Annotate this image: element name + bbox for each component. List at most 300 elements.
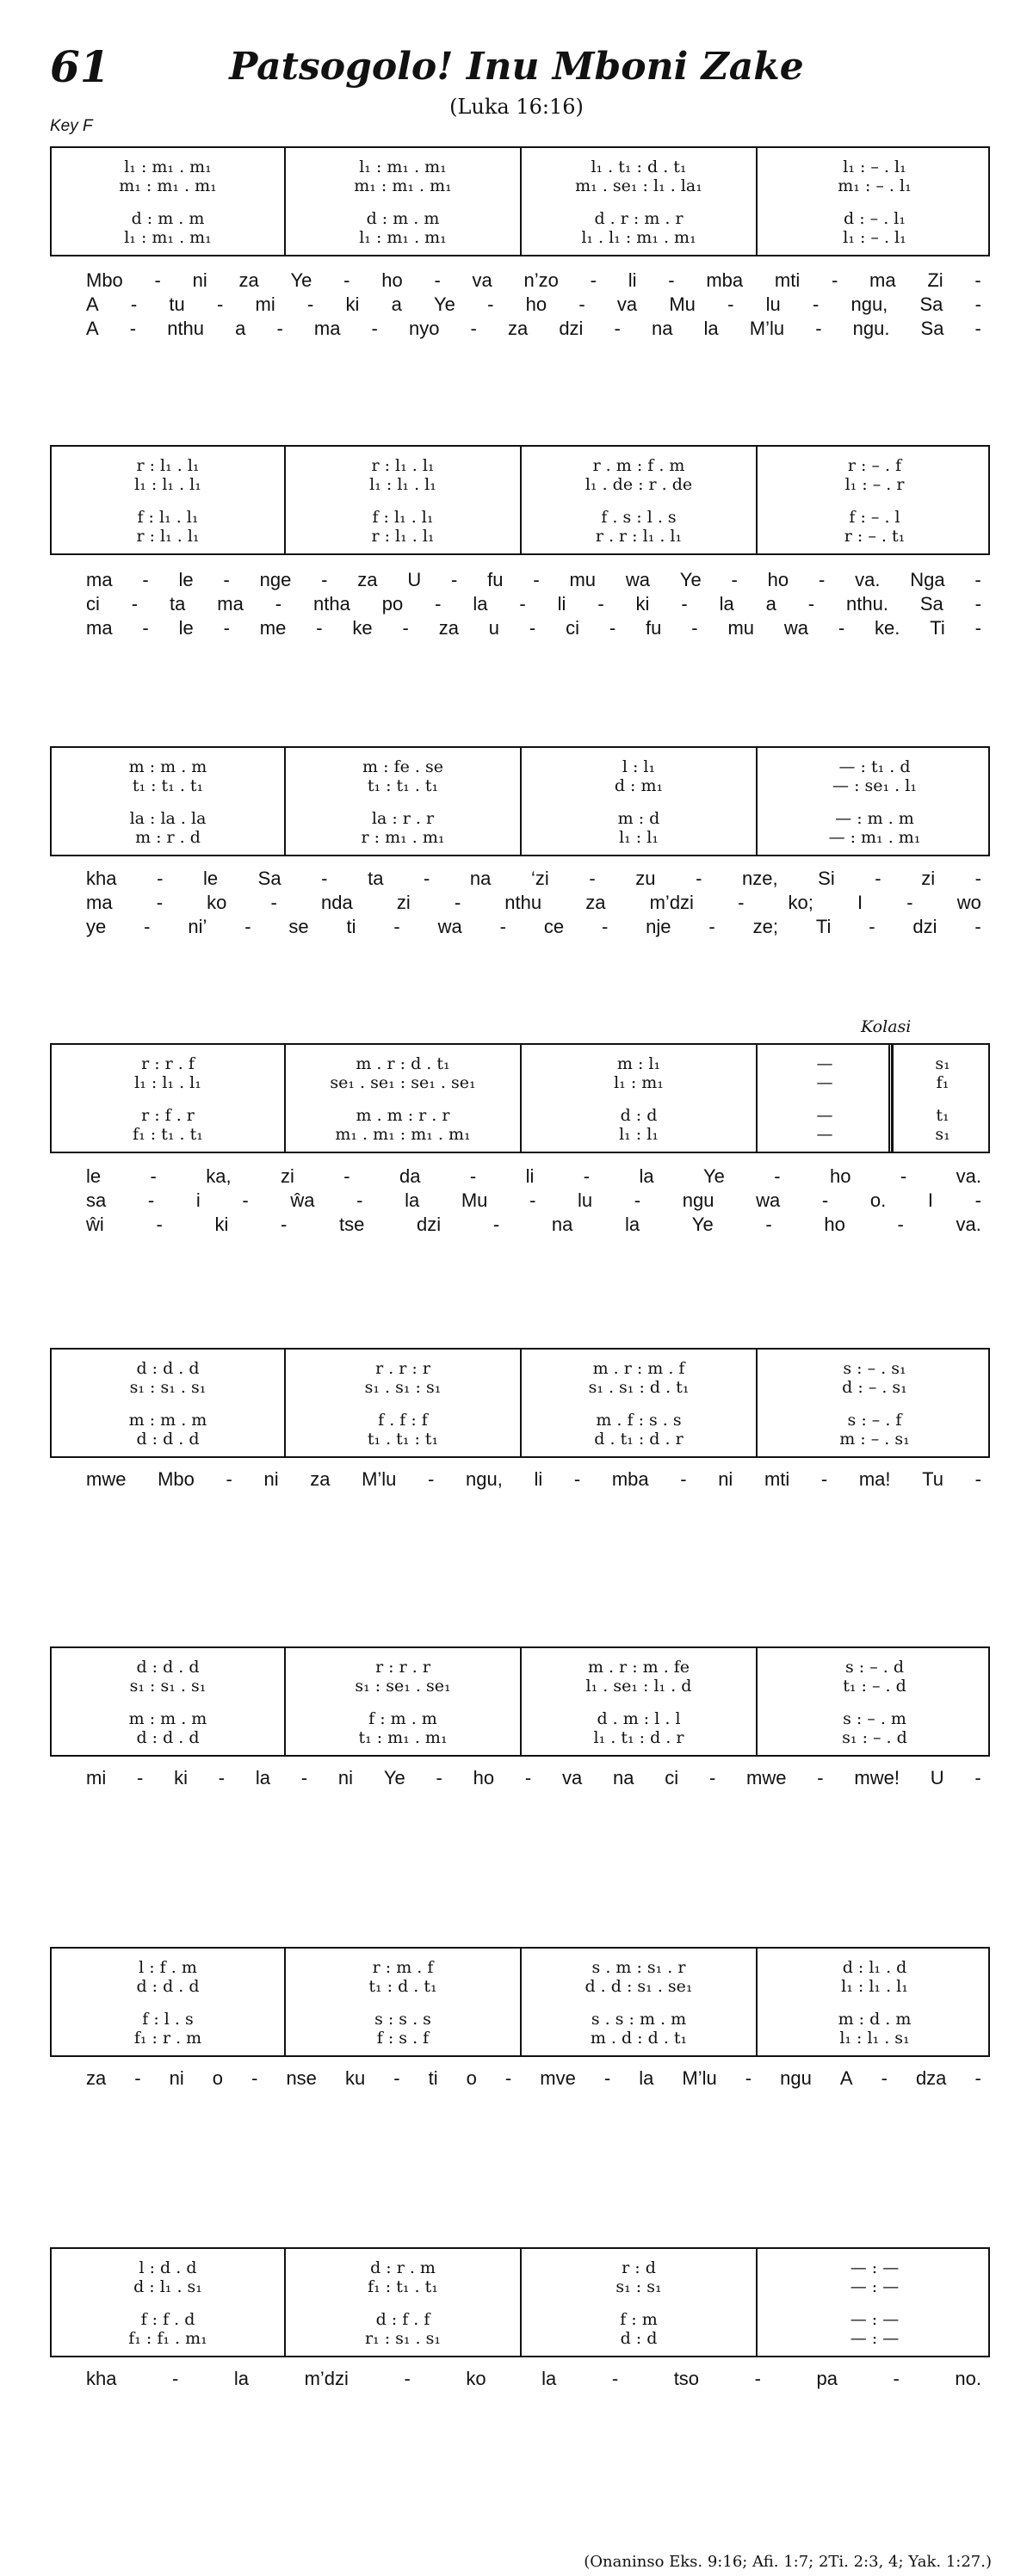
alto-part: s₁ . s₁ : d . t₁ [588, 1378, 690, 1397]
alto-part: s₁ . s₁ : s₁ [364, 1378, 442, 1397]
lyric-syllable: - [708, 916, 715, 937]
lyric-syllable: A [86, 318, 99, 339]
soprano-part: r . r : r [375, 1359, 430, 1378]
lyric-syllable: - [974, 569, 981, 590]
lyric-syllable: - [321, 569, 328, 590]
lyric-syllable: - [974, 1767, 981, 1788]
bass-part: d : d . d [136, 1728, 200, 1747]
lyric-syllable: o [212, 2067, 224, 2089]
bass-part: m₁ . m₁ : m₁ . m₁ [335, 1125, 471, 1144]
tenor-part: r : f . r [141, 1106, 195, 1125]
lyric-syllable: kha [86, 2368, 117, 2389]
tenor-part: — [816, 1106, 833, 1125]
lyric-syllable: - [157, 868, 164, 889]
bass-part: — [816, 1125, 833, 1144]
soprano-part: m . r : m . fe [587, 1658, 690, 1677]
measure [284, 748, 520, 855]
lyric-syllable: va. [956, 1165, 981, 1187]
lyric-syllable: Sa [920, 318, 944, 339]
lyric-syllable: la [473, 593, 488, 615]
lyric-syllable: - [402, 617, 409, 639]
lyric-syllable: - [216, 293, 224, 315]
lyric-syllable: - [807, 593, 815, 615]
lyric-syllable: Zi [927, 269, 943, 291]
bass-part: r : – . t₁ [844, 527, 906, 546]
lyric-syllable: za [357, 569, 378, 590]
sol-fa-staff [50, 1043, 990, 1153]
lyric-syllable: ko [466, 2368, 486, 2389]
lyric-line-verse-1 [50, 2066, 990, 2091]
tenor-part: d : f . f [375, 2310, 430, 2329]
tenor-part: d : m . m [366, 209, 440, 228]
tenor-part: la : la . la [129, 809, 207, 828]
lyric-syllable: Mu [669, 293, 696, 315]
lyric-syllable: ze; [752, 916, 778, 937]
sol-fa-staff [50, 146, 990, 256]
measure [520, 1350, 756, 1456]
lyric-syllable: la [255, 1767, 271, 1788]
lyric-syllable: - [519, 593, 526, 615]
lyric-syllable: lu [765, 293, 781, 315]
lyric-line-verse-1 [50, 1766, 990, 1790]
lyric-syllable: ma [217, 593, 244, 615]
lyric-syllable: za [310, 1468, 331, 1490]
tenor-part: f . f : f [378, 1411, 428, 1430]
lyric-syllable: kha [86, 868, 117, 889]
lyric-syllable: - [609, 617, 616, 639]
soprano-part: — : — [850, 2258, 900, 2277]
lyric-syllable: ngu. [852, 318, 890, 339]
measure [284, 2249, 520, 2356]
lyric-syllable: ‘zi [530, 868, 549, 889]
lyric-syllable: - [424, 868, 430, 889]
lyric-syllable: ti [428, 2067, 438, 2089]
lyric-syllable: mwe [86, 1468, 127, 1490]
lyric-syllable: - [893, 2368, 900, 2389]
lyric-syllable: ma [313, 318, 341, 339]
tenor-part: f : f . d [140, 2310, 195, 2329]
lyric-syllable: wo [956, 892, 981, 913]
lyric-syllable: ho [525, 293, 547, 315]
lyric-syllable: la [639, 2067, 654, 2089]
measure [52, 748, 284, 855]
lyric-syllable: - [129, 318, 137, 339]
cross-references: (Onaninso Eks. 9:16; Afi. 1:7; 2Ti. 2:3, 4; Yak. 1:27.) [584, 2553, 992, 2571]
lyric-syllable: - [130, 293, 138, 315]
lyric-syllable: ni [169, 2067, 184, 2089]
lyric-syllable: la [405, 1189, 420, 1211]
lyric-syllable: - [974, 269, 981, 291]
lyric-syllable: nthu. [846, 593, 888, 615]
lyric-syllable: - [869, 916, 875, 937]
lyric-syllable: Sa [257, 868, 281, 889]
measure [520, 1045, 756, 1152]
tenor-part: d : m . m [131, 209, 205, 228]
lyric-line-verse-1 [50, 568, 990, 592]
measure [520, 2249, 756, 2356]
alto-part: m₁ : m₁ . m₁ [119, 176, 217, 195]
lyric-syllable: u [488, 617, 500, 639]
lyric-syllable: - [435, 593, 442, 615]
lyric-line-verse-2 [50, 592, 990, 616]
lyric-syllable: la [233, 2368, 250, 2389]
lyric-syllable: - [875, 868, 881, 889]
lyric-syllable: se [288, 916, 309, 937]
soprano-part: d : l₁ . d [842, 1958, 907, 1977]
lyric-syllable: - [251, 2067, 258, 2089]
chorus-label: Kolasi [861, 1017, 912, 1036]
lyric-syllable: U [407, 569, 422, 590]
lyric-syllable: ntha [313, 593, 350, 615]
lyric-syllable: na [651, 318, 673, 339]
lyric-syllable: m’dzi [304, 2368, 349, 2389]
lyric-syllable: M’lu [362, 1468, 397, 1490]
lyric-syllable: - [137, 1767, 144, 1788]
tenor-part: m : m . m [128, 1411, 207, 1430]
lyric-syllable: - [831, 269, 838, 291]
tenor-part: m . m : r . r [356, 1106, 450, 1125]
alto-part: d : – . s₁ [842, 1378, 907, 1397]
lyric-syllable: - [974, 1189, 981, 1211]
lyric-syllable: mwe [746, 1767, 787, 1788]
lyric-syllable: ni [263, 1468, 279, 1490]
measure [520, 1949, 756, 2055]
tenor-part: m . f : s . s [596, 1411, 682, 1430]
soprano-part: m : l₁ [616, 1054, 661, 1073]
lyric-syllable: ki [174, 1767, 188, 1788]
lyric-syllable: Ye [383, 1767, 405, 1788]
lyric-syllable: wa [625, 569, 650, 590]
tenor-part: d . r : m . r [594, 209, 684, 228]
alto-part: t₁ : d . t₁ [368, 1977, 437, 1996]
lyric-line-verse-3 [50, 317, 990, 341]
lyric-syllable: dzi [912, 916, 937, 937]
lyric-syllable: - [754, 2368, 761, 2389]
tenor-part: m : d [617, 809, 660, 828]
lyric-syllable: n’zo [523, 269, 559, 291]
lyric-syllable: I [927, 1189, 933, 1211]
lyric-syllable: va. [855, 569, 881, 590]
lyric-syllable: nthu [504, 892, 542, 913]
lyric-syllable: zu [635, 868, 656, 889]
measure [52, 447, 284, 553]
lyric-syllable: Mbo [86, 269, 123, 291]
lyric-syllable: - [154, 269, 161, 291]
lyric-syllable: - [614, 318, 621, 339]
lyric-syllable: ce [543, 916, 565, 937]
lyric-syllable: mwe! [854, 1767, 900, 1788]
lyric-syllable: - [820, 1468, 828, 1490]
lyric-syllable: ho [381, 269, 403, 291]
lyric-syllable: - [428, 1468, 435, 1490]
lyric-syllable: tso [673, 2368, 700, 2389]
soprano-part: r : r . r [375, 1658, 430, 1677]
lyric-syllable: zi [396, 892, 411, 913]
tenor-part: s . s : m . m [591, 2010, 687, 2029]
lyric-syllable: ma! [858, 1468, 891, 1490]
alto-part: d : l₁ . s₁ [133, 2277, 202, 2296]
bass-part: r₁ : s₁ . s₁ [364, 2329, 442, 2348]
soprano-part: r : d [622, 2258, 656, 2277]
lyric-syllable: le [178, 569, 194, 590]
alto-part: l₁ : l₁ . l₁ [134, 1073, 201, 1092]
measure [520, 748, 756, 855]
alto-part: t₁ : t₁ . t₁ [132, 776, 204, 795]
alto-part: f₁ [936, 1073, 949, 1092]
lyric-syllable: - [611, 2368, 619, 2389]
alto-part: — : se₁ . l₁ [832, 776, 917, 795]
lyric-syllable: nje [646, 916, 671, 937]
lyric-syllable: Sa [919, 593, 943, 615]
soprano-part: m : fe . se [362, 757, 443, 776]
lyric-syllable: - [774, 1165, 781, 1187]
lyric-syllable: nse [286, 2067, 317, 2089]
lyric-line-verse-2 [50, 1189, 990, 1213]
measure [52, 1350, 284, 1456]
lyric-syllable: va [472, 269, 492, 291]
lyric-syllable: ma [86, 569, 113, 590]
measure [52, 1045, 284, 1152]
measure [756, 1648, 992, 1755]
lyric-syllable: m’dzi [649, 892, 694, 913]
lyric-line-verse-1 [50, 2367, 990, 2391]
lyric-syllable: - [156, 892, 164, 913]
scripture-reference: (Luka 16:16) [449, 95, 584, 119]
lyric-syllable: Ti [815, 916, 832, 937]
lyric-syllable: tse [339, 1214, 365, 1235]
alto-part: s₁ : se₁ . se₁ [355, 1677, 451, 1696]
tenor-part: f : l₁ . l₁ [372, 508, 434, 527]
tenor-part: t₁ [936, 1106, 949, 1125]
lyric-syllable: ŵa [290, 1189, 315, 1211]
lyric-syllable: na [469, 868, 492, 889]
hymn-number: 61 [50, 41, 110, 92]
lyric-syllable: - [900, 1165, 907, 1187]
lyric-line-verse-1 [50, 269, 990, 293]
lyric-syllable: le [86, 1165, 102, 1187]
lyric-syllable: la [639, 1165, 654, 1187]
sol-fa-staff [50, 746, 990, 856]
lyric-syllable: Ti [930, 617, 945, 639]
lyric-syllable: - [343, 1165, 350, 1187]
tenor-part: — : m . m [835, 809, 914, 828]
lyric-syllable: - [578, 293, 585, 315]
lyric-syllable: fu [487, 569, 504, 590]
measure [756, 1350, 992, 1456]
lyric-syllable: - [147, 1189, 155, 1211]
soprano-part: d : d . d [136, 1658, 200, 1677]
tenor-part: m : d . m [838, 2010, 912, 2029]
lyric-syllable: li [628, 269, 637, 291]
soprano-part: r : m . f [372, 1958, 434, 1977]
lyric-syllable: ma [86, 892, 113, 913]
measure [756, 447, 992, 553]
lyric-syllable: ci [566, 617, 579, 639]
lyric-syllable: mu [569, 569, 597, 590]
soprano-part: m . r : d . t₁ [356, 1054, 450, 1073]
lyric-syllable: ho [473, 1767, 495, 1788]
tenor-part: f : – . l [849, 508, 900, 527]
lyric-syllable: ko [207, 892, 227, 913]
lyric-syllable: - [821, 1189, 829, 1211]
lyric-syllable: le [202, 868, 219, 889]
alto-part: s₁ : s₁ . s₁ [129, 1378, 207, 1397]
tenor-part: d . m : l . l [597, 1709, 681, 1728]
lyric-syllable: ku [344, 2067, 366, 2089]
lyric-syllable: Ye [434, 293, 455, 315]
alto-part: d : d . d [136, 1977, 200, 1996]
lyric-syllable: ki [345, 293, 360, 315]
lyric-syllable: li [557, 593, 566, 615]
measure [284, 1949, 520, 2055]
bass-part: l₁ . t₁ : d . r [593, 1728, 684, 1747]
lyric-syllable: ni’ [188, 916, 207, 937]
lyric-line-verse-3 [50, 616, 990, 640]
measure [284, 447, 520, 553]
bass-part: r : l₁ . l₁ [371, 527, 435, 546]
alto-part: m₁ : m₁ . m₁ [354, 176, 452, 195]
lyric-syllable: mba [706, 269, 744, 291]
lyric-syllable: - [144, 916, 151, 937]
bass-part: d . t₁ : d . r [594, 1430, 684, 1449]
lyric-syllable: - [974, 1468, 981, 1490]
measure [284, 1648, 520, 1755]
lyric-syllable: - [316, 617, 323, 639]
lyric-syllable: la [541, 2368, 557, 2389]
lyric-syllable: dza [915, 2067, 947, 2089]
lyric-syllable: - [343, 269, 350, 291]
lyric-syllable: tu [169, 293, 185, 315]
bass-part: d : d . d [136, 1430, 200, 1449]
alto-part: m₁ . se₁ : l₁ . la₁ [575, 176, 702, 195]
measure [756, 1949, 992, 2055]
lyric-syllable: lu [578, 1189, 593, 1211]
chorus-double-bar [888, 1045, 893, 1152]
alto-part: t₁ : t₁ . t₁ [367, 776, 439, 795]
lyric-syllable: za [585, 892, 606, 913]
lyric-syllable: ngu [780, 2067, 812, 2089]
lyric-syllable: po [381, 593, 404, 615]
lyric-syllable: - [583, 1165, 591, 1187]
lyric-syllable: mi [86, 1767, 107, 1788]
lyric-syllable: A [839, 2067, 853, 2089]
lyric-line-verse-1 [50, 1467, 990, 1492]
lyric-syllable: la [719, 593, 734, 615]
lyric-syllable: - [223, 617, 230, 639]
lyric-syllable: - [492, 1214, 500, 1235]
lyric-syllable: li [534, 1468, 543, 1490]
lyric-syllable: nze, [741, 868, 778, 889]
soprano-part: r : r . f [141, 1054, 195, 1073]
bass-part: l₁ : – . l₁ [843, 228, 906, 247]
lyric-syllable: - [589, 868, 596, 889]
measure [52, 2249, 284, 2356]
lyric-syllable: - [817, 1767, 824, 1788]
bass-part: — : — [850, 2329, 900, 2348]
tenor-part: f . s : l . s [601, 508, 677, 527]
lyric-syllable: - [470, 318, 477, 339]
lyric-syllable: - [404, 2368, 411, 2389]
tenor-part: — : — [850, 2310, 900, 2329]
lyric-syllable: A [86, 293, 99, 315]
lyric-syllable: Nga [910, 569, 945, 590]
lyric-syllable: - [765, 1214, 772, 1235]
lyric-syllable: zi [280, 1165, 294, 1187]
lyric-syllable: - [708, 1767, 716, 1788]
lyric-syllable: - [691, 617, 698, 639]
lyric-syllable: ci [86, 593, 100, 615]
soprano-part: r : l₁ . l₁ [136, 456, 200, 475]
lyric-syllable: I [857, 892, 863, 913]
tenor-part: s : s . s [374, 2010, 431, 2029]
measure [520, 1648, 756, 1755]
lyric-syllable: Mbo [158, 1468, 195, 1490]
bass-part: r : m₁ . m₁ [361, 828, 445, 847]
lyric-syllable: - [242, 1189, 249, 1211]
lyric-syllable: - [131, 593, 139, 615]
soprano-part: m : m . m [128, 757, 207, 776]
lyric-syllable: - [393, 2067, 400, 2089]
bass-part: l₁ : m₁ . m₁ [124, 228, 212, 247]
alto-part: s₁ : s₁ [615, 2277, 662, 2296]
alto-part: se₁ . se₁ : se₁ . se₁ [330, 1073, 476, 1092]
lyric-syllable: ŵi [86, 1214, 104, 1235]
soprano-part: r . m : f . m [592, 456, 685, 475]
lyric-syllable: - [499, 916, 506, 937]
lyric-syllable: la [703, 318, 719, 339]
lyric-syllable: Ye [679, 569, 702, 590]
lyric-syllable: pa [816, 2368, 838, 2389]
lyric-syllable: Ye [290, 269, 312, 291]
lyric-syllable: za [507, 318, 529, 339]
measure [284, 1350, 520, 1456]
bass-part: l₁ . l₁ : m₁ . m₁ [581, 228, 696, 247]
lyric-syllable: ma [86, 617, 113, 639]
lyric-syllable: - [601, 916, 609, 937]
lyric-syllable: - [134, 2067, 141, 2089]
tenor-part: f : m . m [368, 1709, 437, 1728]
tenor-part: f : l₁ . l₁ [137, 508, 199, 527]
lyric-syllable: - [603, 2067, 611, 2089]
bass-part: s₁ : – . d [842, 1728, 907, 1747]
lyric-syllable: wa [783, 617, 808, 639]
lyric-syllable: dzi [559, 318, 584, 339]
bass-part: t₁ . t₁ : t₁ [367, 1430, 439, 1449]
measure [756, 1045, 892, 1152]
lyric-syllable: ke. [875, 617, 900, 639]
lyric-syllable: li [525, 1165, 535, 1187]
bass-part: f₁ : r . m [133, 2029, 202, 2048]
bass-part: r . r : l₁ . l₁ [595, 527, 683, 546]
lyric-syllable: - [974, 2067, 981, 2089]
lyric-syllable: za [238, 269, 259, 291]
tenor-part: s : – . m [843, 1709, 906, 1728]
lyric-syllable: - [275, 593, 282, 615]
lyric-syllable: - [881, 2067, 888, 2089]
alto-part: f₁ : t₁ . t₁ [368, 2277, 438, 2296]
lyric-syllable: ta [368, 868, 384, 889]
lyric-syllable: dzi [417, 1214, 442, 1235]
lyric-syllable: fu [646, 617, 662, 639]
lyric-syllable: mi [255, 293, 275, 315]
soprano-part: l : l₁ [622, 757, 656, 776]
lyric-syllable: nthu [167, 318, 205, 339]
lyric-syllable: i [195, 1189, 201, 1211]
lyric-syllable: - [281, 1214, 288, 1235]
lyric-syllable: - [244, 916, 251, 937]
measure [52, 148, 284, 255]
alto-part: m₁ : – . l₁ [838, 176, 912, 195]
